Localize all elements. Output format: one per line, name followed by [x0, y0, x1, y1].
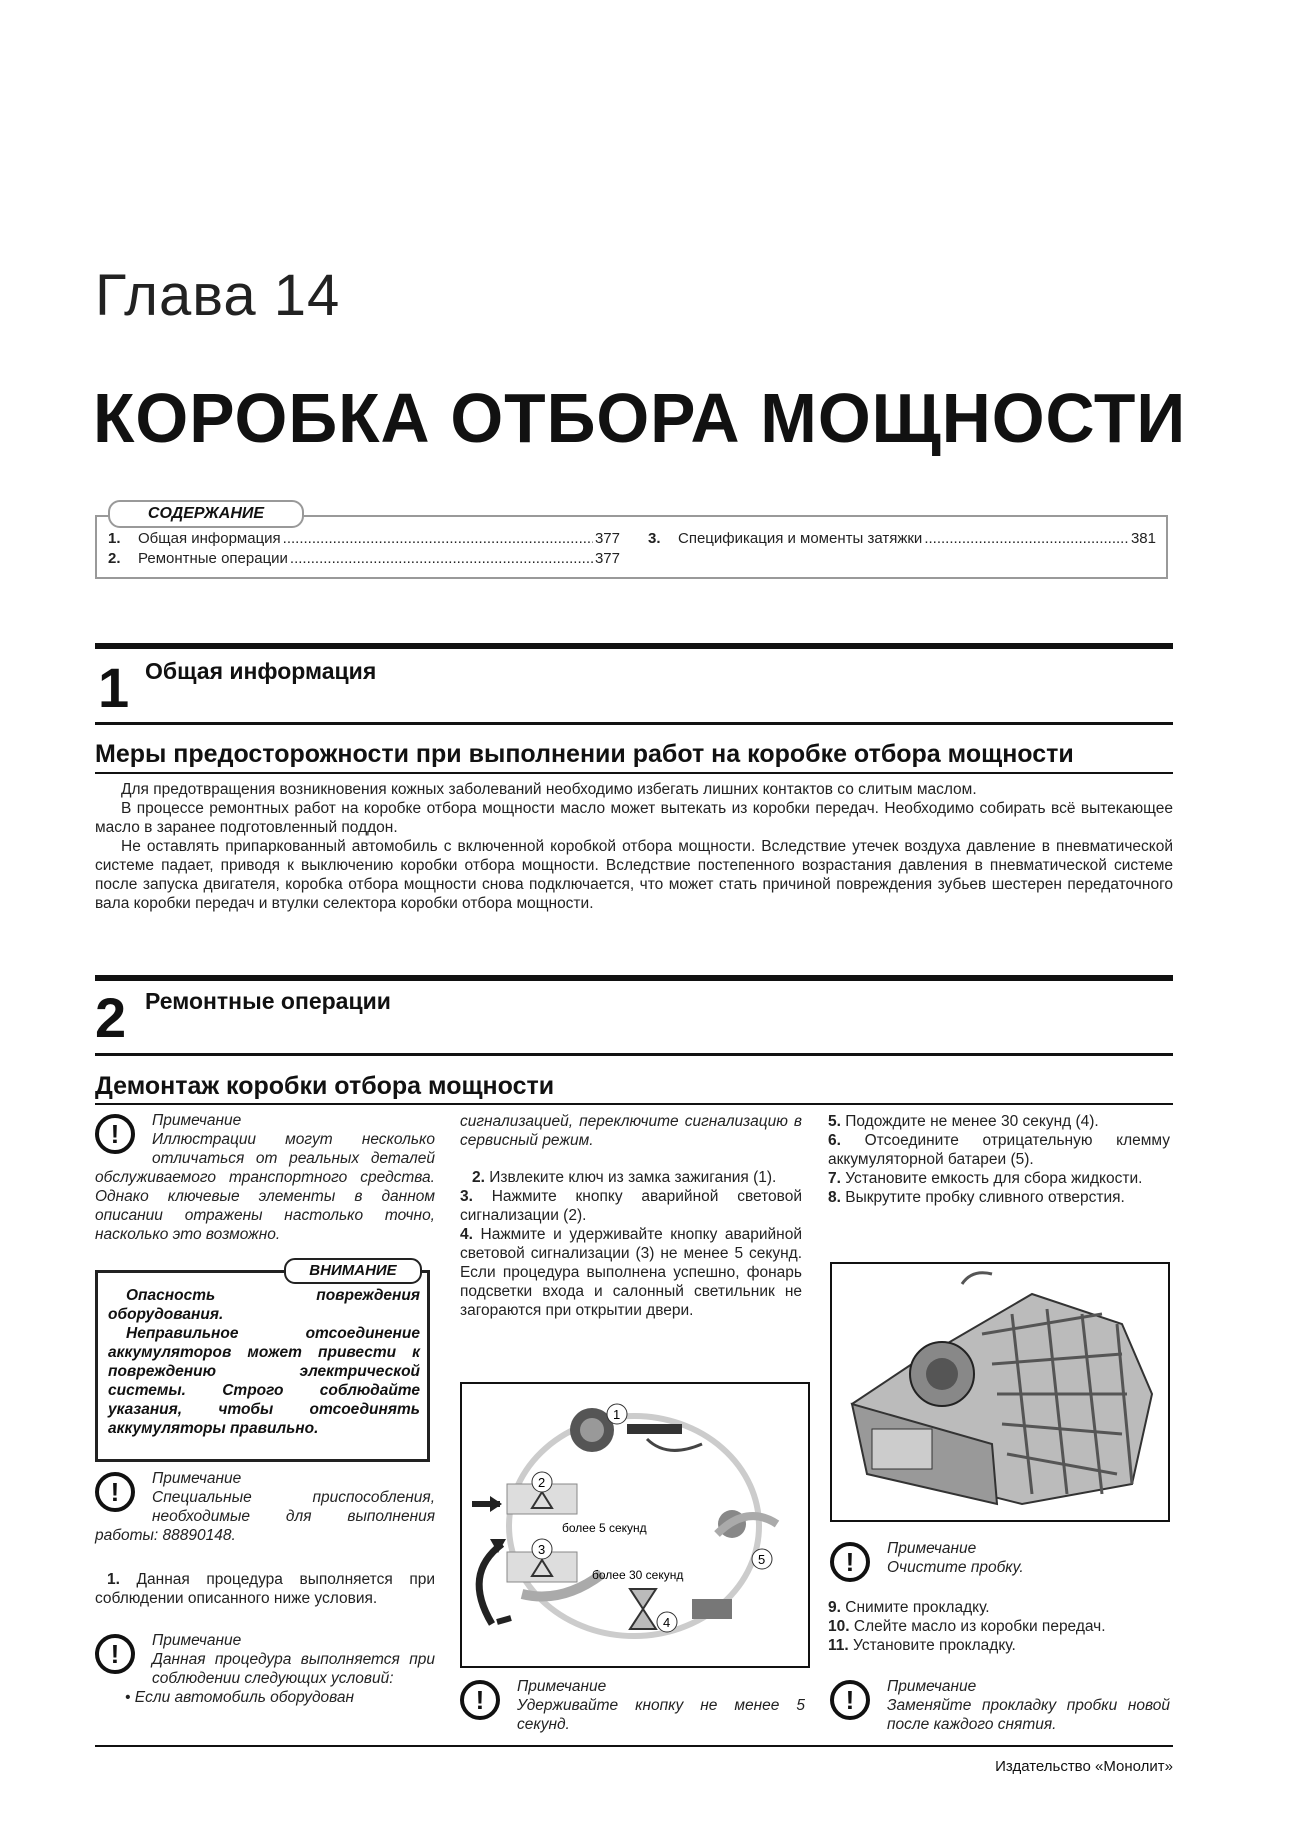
paragraph: Не оставлять припаркованный автомобиль с включенной коробкой отбора мощности. Вследствие утечек воздуха давление в пневматической системе падает, приводя к выключению коробки отбора мощности. Вследствие постепенного возрастания давления в пневматической системе после запуска двигателя, коробка отбора мощности снова подключается, что может стать причиной повреждения зубьев шестерен передаточного вала коробки передач и втулки селектора коробки отбора мощности. — [95, 838, 1173, 912]
step: 11. Установите прокладку. — [828, 1637, 1016, 1654]
note-heading: Примечание — [152, 1470, 242, 1487]
note-text: Иллюстрации могут несколько отличаться от реальных деталей обслуживаемого транспортного средства. Однако ключевые элементы в данном описании отражены настолько точно, насколько это возможно. — [95, 1131, 435, 1243]
footer-rule — [95, 1745, 1173, 1747]
step-1: 1. Данная процедура выполняется при соблюдении описанного ниже условия. — [95, 1571, 435, 1607]
step: 9. Снимите прокладку. — [828, 1599, 990, 1616]
callout-2: 2 — [538, 1475, 546, 1490]
warning-text — [108, 1286, 420, 1438]
toc-item-number: 3. — [648, 530, 661, 547]
note-tools — [95, 1470, 435, 1545]
label-5-seconds: более 5 секунд — [562, 1521, 647, 1535]
note-text: Данная процедура выполняется при соблюдении следующих условий: — [152, 1651, 435, 1687]
subsection-heading: Меры предосторожности при выполнении работ на коробке отбора мощности — [95, 740, 1074, 768]
section-number: 1 — [98, 656, 130, 719]
publisher: Издательство «Монолит» — [995, 1758, 1173, 1775]
exclamation-icon: ! — [460, 1680, 500, 1720]
toc-heading: СОДЕРЖАНИЕ — [108, 500, 304, 528]
callout-3: 3 — [538, 1542, 546, 1557]
procedure-figure — [460, 1382, 810, 1668]
step: 3. Нажмите кнопку аварийной световой сигнализации (2). — [460, 1188, 802, 1224]
toc-item-number: 1. — [108, 530, 121, 547]
note-replace-gasket — [830, 1678, 1170, 1734]
exclamation-icon: ! — [830, 1542, 870, 1582]
exclamation-icon: ! — [95, 1634, 135, 1674]
note-heading: Примечание — [152, 1112, 242, 1129]
exclamation-icon: ! — [95, 1472, 135, 1512]
warning-line: Опасность повреждения оборудования. — [108, 1287, 420, 1323]
section-title: Общая информация — [145, 658, 377, 684]
note-hold-button — [460, 1678, 805, 1734]
note-text: Удерживайте кнопку не менее 5 секунд. — [517, 1697, 805, 1733]
toc-item[interactable] — [108, 550, 620, 567]
chapter-title: КОРОБКА ОТБОРА МОЩНОСТИ — [93, 379, 1187, 457]
toc-item-label: Общая информация — [138, 530, 281, 547]
section-rule — [95, 722, 1173, 725]
subsection-rule — [95, 1103, 1173, 1105]
callout-5: 5 — [758, 1552, 766, 1567]
step: 2. Извлеките ключ из замка зажигания (1). — [472, 1169, 777, 1186]
note-text: Очистите пробку. — [887, 1559, 1024, 1576]
toc-leader — [290, 550, 593, 567]
warning-heading: ВНИМАНИЕ — [284, 1258, 422, 1284]
warning-line: Неправильное отсоединение аккумуляторов может привести к повреждению электрической системы. Строго соблюдайте указания, чтобы отсоединять аккумуляторы правильно. — [108, 1325, 420, 1437]
note-heading: Примечание — [887, 1678, 977, 1695]
step: 10. Слейте масло из коробки передач. — [828, 1618, 1106, 1635]
toc-item[interactable] — [648, 530, 1156, 547]
paragraph: В процессе ремонтных работ на коробке отбора мощности масло может вытекать из коробки передач. Необходимо собирать всё вытекающее масло в заранее подготовленный поддон. — [95, 800, 1173, 836]
toc-item-page: 381 — [1130, 530, 1156, 547]
callout-1: 1 — [613, 1407, 621, 1422]
toc-item-label: Спецификация и моменты затяжки — [678, 530, 923, 547]
gearbox-illustration — [832, 1264, 1168, 1520]
section-rule — [95, 975, 1173, 981]
note-heading: Примечание — [517, 1678, 607, 1695]
chapter-label: Глава 14 — [95, 263, 341, 328]
toc-item-label: Ремонтные операции — [138, 550, 288, 567]
note-clean-plug — [830, 1540, 1170, 1577]
section-number: 2 — [95, 986, 127, 1049]
column-3-steps — [828, 1112, 1170, 1207]
toc-item[interactable] — [108, 530, 620, 547]
step: 4. Нажмите и удерживайте кнопку аварийной световой сигнализации (3) не менее 5 секунд. Если процедура выполнена успешно, фонарь подсветки входа и салонный светильник не загораются при открытии двери. — [460, 1226, 802, 1319]
toc-leader — [924, 530, 1129, 547]
label-30-seconds: более 30 секунд — [592, 1568, 684, 1582]
gearbox-figure — [830, 1262, 1170, 1522]
exclamation-icon: ! — [830, 1680, 870, 1720]
column-3-steps-b — [828, 1598, 1170, 1655]
toc-leader — [283, 530, 593, 547]
note-heading: Примечание — [887, 1540, 977, 1557]
exclamation-icon: ! — [95, 1114, 135, 1154]
section-rule — [95, 1053, 1173, 1056]
toc-item-page: 377 — [594, 530, 620, 547]
note-bullet: • Если автомобиль оборудован — [125, 1689, 355, 1706]
column-2-text — [460, 1112, 802, 1320]
section-rule — [95, 643, 1173, 649]
callout-4: 4 — [663, 1615, 671, 1630]
note-illustrations — [95, 1112, 435, 1244]
continued-text: сигнализацией, переключите сигнализацию в сервисный режим. — [460, 1113, 802, 1149]
step: 8. Выкрутите пробку сливного отверстия. — [828, 1189, 1125, 1206]
section1-body — [95, 780, 1173, 913]
subsection-heading: Демонтаж коробки отбора мощности — [95, 1072, 555, 1100]
step: 6. Отсоедините отрицательную клемму аккумуляторной батареи (5). — [828, 1132, 1170, 1168]
subsection-rule — [95, 772, 1173, 774]
section-title: Ремонтные операции — [145, 988, 391, 1014]
note-text: Заменяйте прокладку пробки новой после каждого снятия. — [887, 1697, 1170, 1733]
procedure-illustration — [462, 1384, 808, 1666]
toc-item-number: 2. — [108, 550, 121, 567]
note-text: Специальные приспособления, необходимые для выполнения работы: 88890148. — [95, 1489, 435, 1544]
toc-item-page: 377 — [594, 550, 620, 567]
step: 5. Подождите не менее 30 секунд (4). — [828, 1113, 1099, 1130]
note-conditions — [95, 1632, 435, 1707]
paragraph: Для предотвращения возникновения кожных заболеваний необходимо избегать лишних контактов со слитым маслом. — [121, 781, 977, 798]
step: 7. Установите емкость для сбора жидкости. — [828, 1170, 1143, 1187]
note-heading: Примечание — [152, 1632, 242, 1649]
